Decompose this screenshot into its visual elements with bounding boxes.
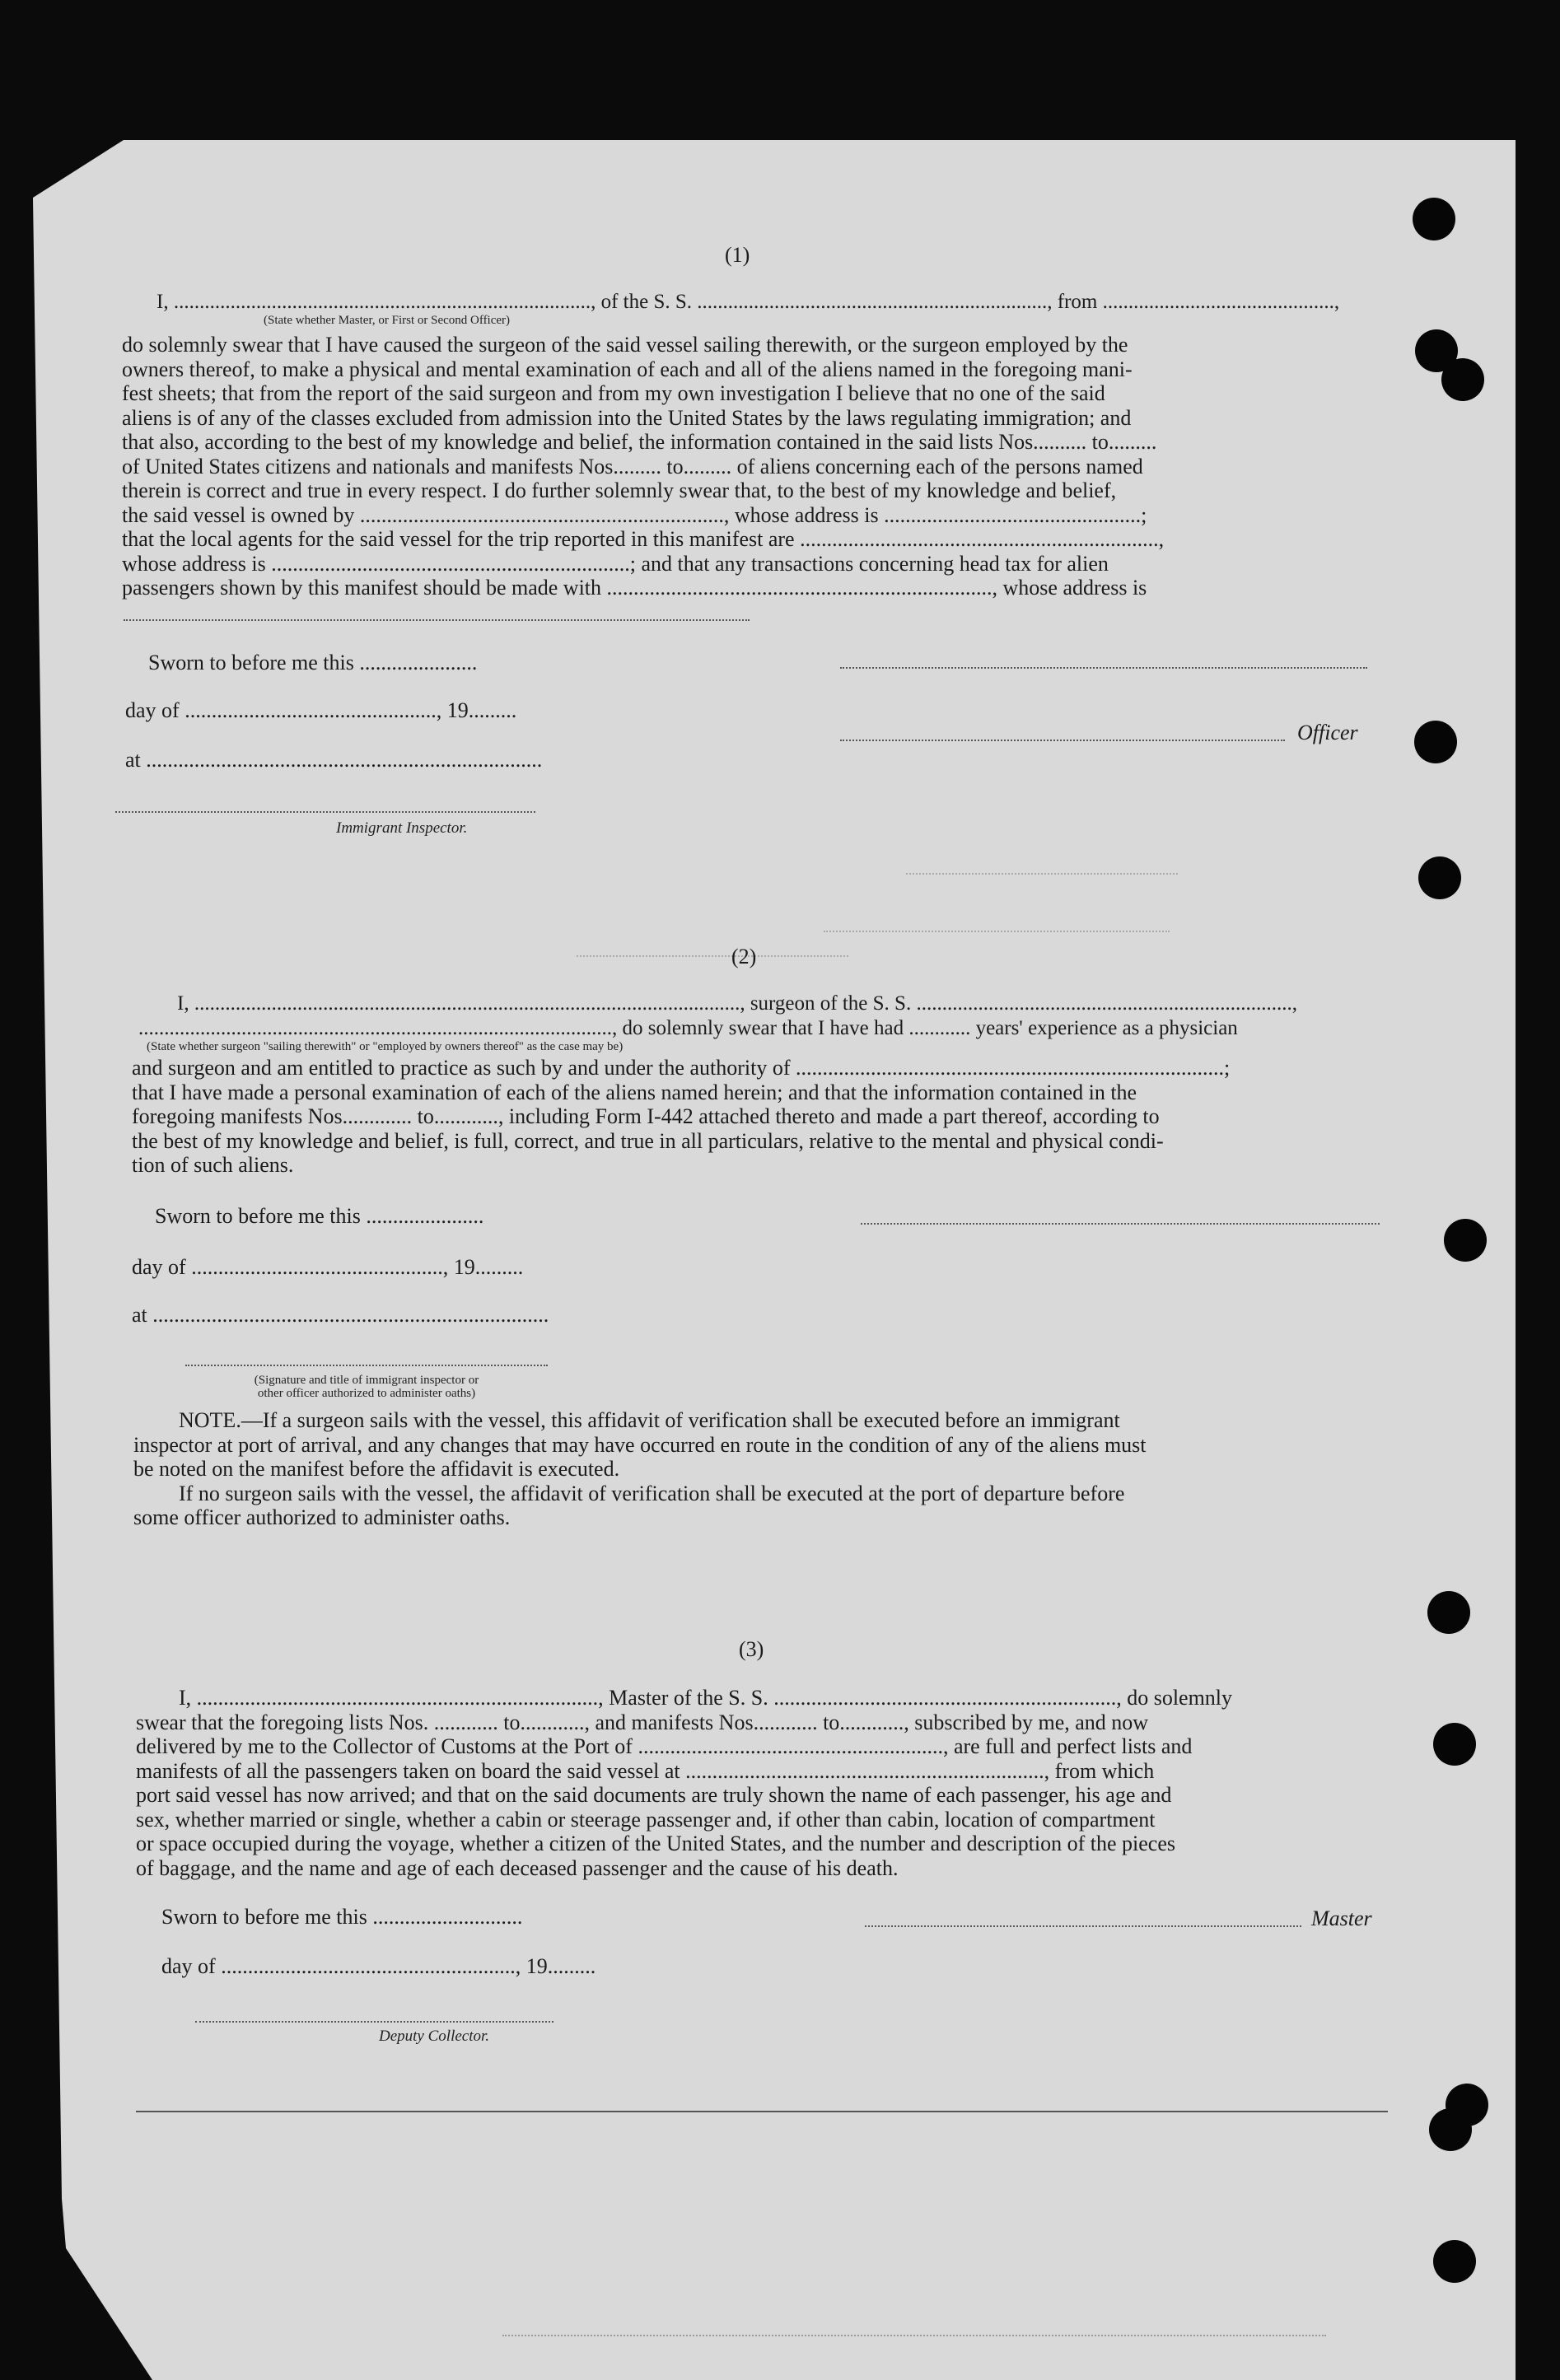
body-line: and surgeon and am entitled to practice as such by and under the authority of ................................................................................; (132, 1056, 1231, 1080)
body-line: sex, whether married or single, whether a cabin or steerage passenger and, if other than cabin, location of compartment (136, 1807, 1156, 1832)
footer-bleed-through (502, 2335, 1326, 2336)
bleed-through-mark (577, 955, 848, 957)
inspector-signature-line (115, 811, 535, 813)
signature-note-2: other officer authorized to administer oaths) (257, 1387, 476, 1400)
note-line: be noted on the manifest before the affidavit is executed. (133, 1457, 620, 1481)
body-line: or space occupied during the voyage, whether a citizen of the United States, and the number and description of the pieces (136, 1832, 1176, 1855)
body-line: passengers shown by this manifest should be made with ........................................................................, whose address is (122, 576, 1147, 600)
body-line: delivered by me to the Collector of Customs at the Port of ........................................................., are full and perfect lists and (136, 1734, 1193, 1758)
section-1-first-line: I, ................................................................................., of the S. S. ...................................................................., from ............................................., (156, 291, 1340, 313)
body-line: foregoing manifests Nos............. to............, including Form I-442 attached thereto and made a part thereof, according to (132, 1104, 1160, 1128)
body-line: tion of such aliens. (132, 1153, 294, 1177)
body-line: do solemnly swear that I have caused the surgeon of the said vessel sailing therewith, or the surgeon employed by the (122, 333, 1128, 357)
officer-note: (State whether Master, or First or Second Officer) (264, 314, 511, 327)
note-line: NOTE.—If a surgeon sails with the vessel, this affidavit of verification shall be executed before an immigrant (179, 1408, 1120, 1432)
body-line: whose address is ...................................................................; and that any transactions concerning head tax for alien (122, 551, 1109, 576)
body-line: that the local agents for the said vessel for the trip reported in this manifest are ..................................................................., (122, 527, 1165, 551)
officer-signature-line (840, 740, 1285, 741)
inspector-signature-line-2 (185, 1365, 548, 1366)
body-line: owners thereof, to make a physical and mental examination of each and all of the aliens named in the foregoing mani- (122, 357, 1133, 381)
section-3-number: (3) (739, 1637, 764, 1661)
punch-hole (1418, 856, 1461, 899)
officer-label: Officer (1297, 721, 1358, 744)
note-line: If no surgeon sails with the vessel, the affidavit of verification shall be executed at the port of departure before (179, 1481, 1125, 1505)
section-1-body (122, 333, 1367, 600)
bleed-through-mark (824, 931, 1170, 932)
at-line-1: at .......................................................................... (125, 748, 543, 772)
body-line: swear that the foregoing lists Nos. ............ to............, and manifests Nos............ to............, subscribed by me, and now (136, 1710, 1149, 1734)
signature-note-1: (Signature and title of immigrant inspector or (254, 1374, 479, 1387)
section-2-number: (2) (731, 945, 757, 968)
collector-signature-line (195, 2021, 553, 2023)
note-line: inspector at port of arrival, and any changes that may have occurred en route in the condition of any of the aliens must (133, 1432, 1147, 1457)
body-line: that I have made a personal examination of each of the aliens named herein; and that the information contained in the (132, 1080, 1137, 1104)
punch-hole (1413, 198, 1455, 240)
body-line: therein is correct and true in every respect. I do further solemnly swear that, to the best of my knowledge and belief, (122, 478, 1117, 502)
punch-hole (1427, 1591, 1470, 1634)
surgeon-note: (State whether surgeon "sailing therewith" or "employed by owners thereof" as the case may be) (147, 1040, 624, 1053)
punch-hole (1433, 1723, 1476, 1766)
punch-hole (1433, 2240, 1476, 2283)
body-line: the best of my knowledge and belief, is full, correct, and true in all particulars, relative to the mental and physical condi- (132, 1128, 1164, 1153)
body-line: fest sheets; that from the report of the said surgeon and from my own investigation I believe that no one of the said (122, 381, 1105, 405)
signature-line-2 (861, 1223, 1380, 1225)
sworn-line-3: Sworn to before me this ............................ (161, 1905, 523, 1929)
body-line: that also, according to the best of my knowledge and belief, the information contained in the said lists Nos.......... to......... (122, 430, 1157, 454)
section-2-line-2: ............................................................................................, do solemnly swear that I have had ............ years' experience as a physician (138, 1017, 1238, 1039)
day-line-2: day of ..............................................., 19......... (132, 1255, 524, 1279)
body-line: of baggage, and the name and age of each deceased passenger and the cause of his death. (136, 1855, 899, 1880)
section-2-body (132, 1056, 1377, 1178)
bleed-through-mark (906, 873, 1178, 875)
body-line: port said vessel has now arrived; and that on the said documents are truly shown the name of each passenger, his age and (136, 1783, 1172, 1807)
bottom-rule (136, 2111, 1388, 2112)
sworn-line-1: Sworn to before me this ...................... (148, 651, 478, 674)
officer-top-line (840, 667, 1367, 669)
punch-hole (1429, 2108, 1472, 2151)
note-block (133, 1408, 1377, 1530)
body-line: aliens is of any of the classes excluded from admission into the United States by the laws regulating immigration; and (122, 405, 1132, 430)
body-line: of United States citizens and nationals and manifests Nos......... to......... of aliens concerning each of the persons named (122, 454, 1143, 478)
body-line: manifests of all the passengers taken on board the said vessel at ..................................................................., from which (136, 1758, 1155, 1783)
section-3-body (136, 1686, 1384, 1880)
body-line: the said vessel is owned by ...................................................................., whose address is ................................................; (122, 502, 1147, 527)
punch-hole (1444, 1219, 1487, 1262)
day-line-3: day of ......................................................., 19......... (161, 1954, 596, 1978)
day-line-1: day of ..............................................., 19......... (125, 698, 517, 722)
master-label: Master (1311, 1906, 1372, 1930)
note-line: some officer authorized to administer oaths. (133, 1505, 511, 1529)
punch-hole (1441, 358, 1484, 401)
master-signature-line (865, 1925, 1301, 1927)
inspector-label: Immigrant Inspector. (336, 819, 468, 837)
at-line-2: at .......................................................................... (132, 1303, 549, 1327)
section-2-line-1: I, .........................................................................................................., surgeon of the S. S. ........................................................................., (177, 992, 1297, 1015)
sworn-line-2: Sworn to before me this ...................... (155, 1204, 484, 1228)
body-line: I, ..........................................................................., Master of the S. S. ................................................................, do solemnly (179, 1686, 1233, 1710)
punch-hole (1414, 721, 1457, 763)
address-dotted-line (124, 619, 750, 621)
section-1-number: (1) (725, 243, 750, 267)
collector-label: Deputy Collector. (379, 2028, 490, 2045)
